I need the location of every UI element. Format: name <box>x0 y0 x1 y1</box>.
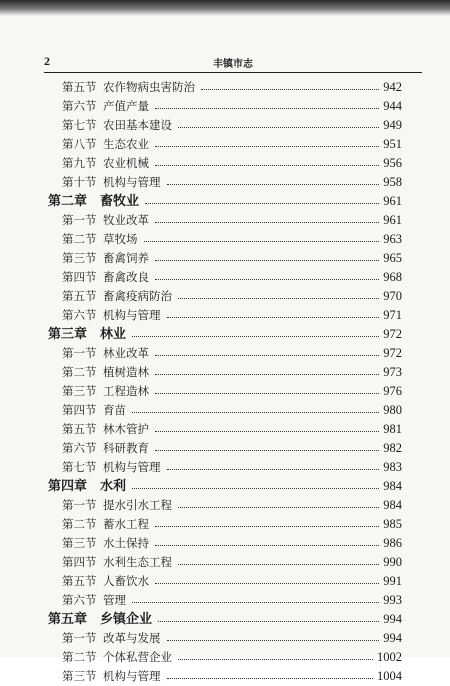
page-ref: 968 <box>383 270 402 284</box>
toc-section-row <box>0 135 450 154</box>
page-ref: 984 <box>383 498 402 512</box>
toc-section-row <box>0 97 450 116</box>
page-ref: 970 <box>383 289 402 303</box>
page-ref: 944 <box>383 99 402 113</box>
section-title: 管理 <box>103 593 126 607</box>
section-title: 林业改革 <box>103 346 149 360</box>
toc-section-row <box>0 287 450 306</box>
dot-leader <box>155 583 379 584</box>
dot-leader <box>178 659 373 660</box>
toc-section-row <box>0 591 450 610</box>
page-ref: 981 <box>383 422 402 436</box>
page-ref: 949 <box>383 118 402 132</box>
toc-section-row <box>0 553 450 572</box>
dot-leader <box>178 564 379 565</box>
section-title: 畜禽疫病防治 <box>103 289 172 303</box>
toc-section-row <box>0 211 450 230</box>
section-title: 育苗 <box>103 403 126 417</box>
table-of-contents <box>0 78 450 686</box>
section-number: 第五节 <box>62 574 97 588</box>
section-title: 个体私营企业 <box>103 650 172 664</box>
dot-leader <box>178 298 379 299</box>
section-number: 第五节 <box>62 289 97 303</box>
toc-section-row <box>0 344 450 363</box>
section-number: 第一节 <box>62 631 97 645</box>
section-title: 机构与管理 <box>103 460 161 474</box>
chapter-number: 第四章 <box>48 479 88 494</box>
section-title: 蓄水工程 <box>103 517 149 531</box>
section-title: 生态农业 <box>103 137 149 151</box>
page-ref: 985 <box>383 517 402 531</box>
section-number: 第二节 <box>62 517 97 531</box>
section-title: 产值产量 <box>103 99 149 113</box>
dot-leader <box>155 279 379 280</box>
dot-leader <box>158 621 379 622</box>
section-title: 提水引水工程 <box>103 498 172 512</box>
section-number: 第八节 <box>62 137 97 151</box>
page-ref: 1004 <box>377 669 402 683</box>
section-title: 畜禽改良 <box>103 270 149 284</box>
page-ref: 994 <box>383 631 402 645</box>
section-number: 第四节 <box>62 270 97 284</box>
page-ref: 971 <box>383 308 402 322</box>
section-number: 第三节 <box>62 669 97 683</box>
page-ref: 986 <box>383 536 402 550</box>
section-title: 农业机械 <box>103 156 149 170</box>
toc-chapter-row <box>0 610 450 629</box>
toc-section-row <box>0 306 450 325</box>
section-title: 畜禽饲养 <box>103 251 149 265</box>
section-number: 第一节 <box>62 213 97 227</box>
chapter-title: 水利 <box>100 479 127 494</box>
section-number: 第三节 <box>62 384 97 398</box>
page-ref: 963 <box>383 232 402 246</box>
toc-section-row <box>0 534 450 553</box>
section-number: 第六节 <box>62 593 97 607</box>
dot-leader <box>201 89 379 90</box>
chapter-number: 第五章 <box>48 612 88 627</box>
section-title: 农作物病虫害防治 <box>103 80 195 94</box>
section-title: 水土保持 <box>103 536 149 550</box>
toc-section-row <box>0 173 450 192</box>
section-title: 林木管护 <box>103 422 149 436</box>
page-ref: 994 <box>383 612 402 626</box>
page-ref: 983 <box>383 460 402 474</box>
section-number: 第七节 <box>62 460 97 474</box>
section-number: 第六节 <box>62 441 97 455</box>
chapter-title: 乡镇企业 <box>100 612 153 627</box>
toc-section-row <box>0 116 450 135</box>
page-ref: 976 <box>383 384 402 398</box>
toc-chapter-row <box>0 192 450 211</box>
section-number: 第十节 <box>62 175 97 189</box>
toc-chapter-row <box>0 325 450 344</box>
dot-leader <box>155 146 379 147</box>
section-title: 人畜饮水 <box>103 574 149 588</box>
dot-leader <box>155 526 379 527</box>
dot-leader <box>167 184 380 185</box>
page-ref: 990 <box>383 555 402 569</box>
section-number: 第一节 <box>62 498 97 512</box>
section-number: 第三节 <box>62 251 97 265</box>
page-ref: 991 <box>383 574 402 588</box>
section-title: 机构与管理 <box>103 308 161 322</box>
dot-leader <box>132 336 379 337</box>
section-title: 农田基本建设 <box>103 118 172 132</box>
dot-leader <box>132 412 379 413</box>
toc-section-row <box>0 249 450 268</box>
dot-leader <box>155 431 379 432</box>
dot-leader <box>155 108 379 109</box>
section-number: 第七节 <box>62 118 97 132</box>
dot-leader <box>155 545 379 546</box>
toc-section-row <box>0 230 450 249</box>
section-title: 机构与管理 <box>103 175 161 189</box>
dot-leader <box>145 203 379 204</box>
page-ref: 973 <box>383 365 402 379</box>
dot-leader <box>155 165 379 166</box>
toc-section-row <box>0 515 450 534</box>
section-title: 水利生态工程 <box>103 555 172 569</box>
toc-section-row <box>0 629 450 648</box>
toc-section-row <box>0 401 450 420</box>
toc-chapter-row <box>0 477 450 496</box>
page-ref: 958 <box>383 175 402 189</box>
section-title: 科研教育 <box>103 441 149 455</box>
page-ref: 956 <box>383 156 402 170</box>
section-number: 第九节 <box>62 156 97 170</box>
dot-leader <box>155 393 379 394</box>
section-title: 改革与发展 <box>103 631 161 645</box>
toc-section-row <box>0 154 450 173</box>
toc-section-row <box>0 458 450 477</box>
section-number: 第五节 <box>62 422 97 436</box>
toc-section-row <box>0 268 450 287</box>
dot-leader <box>167 317 380 318</box>
dot-leader <box>178 507 379 508</box>
toc-section-row <box>0 78 450 97</box>
page-ref: 965 <box>383 251 402 265</box>
section-number: 第四节 <box>62 555 97 569</box>
section-number: 第二节 <box>62 365 97 379</box>
page-ref: 993 <box>383 593 402 607</box>
toc-section-row <box>0 439 450 458</box>
dot-leader <box>155 355 379 356</box>
section-title: 植树造林 <box>103 365 149 379</box>
toc-section-row <box>0 572 450 591</box>
page-number: 2 <box>44 54 50 68</box>
dot-leader <box>132 602 379 603</box>
section-number: 第三节 <box>62 536 97 550</box>
toc-section-row <box>0 420 450 439</box>
section-title: 草牧场 <box>103 232 138 246</box>
section-number: 第二节 <box>62 232 97 246</box>
page-ref: 961 <box>383 213 402 227</box>
page-ref: 972 <box>383 346 402 360</box>
page-ref: 980 <box>383 403 402 417</box>
dot-leader <box>155 222 379 223</box>
dot-leader <box>132 488 379 489</box>
header-rule <box>44 72 422 73</box>
scan-edge-shadow <box>0 0 450 16</box>
section-number: 第五节 <box>62 80 97 94</box>
page-ref: 951 <box>383 137 402 151</box>
chapter-title: 畜牧业 <box>100 194 140 209</box>
section-number: 第四节 <box>62 403 97 417</box>
dot-leader <box>167 469 380 470</box>
page-ref: 961 <box>383 194 402 208</box>
toc-section-row <box>0 648 450 667</box>
section-number: 第六节 <box>62 99 97 113</box>
dot-leader <box>167 678 374 679</box>
running-title: 丰镇市志 <box>213 59 253 70</box>
page-ref: 972 <box>383 327 402 341</box>
section-title: 机构与管理 <box>103 669 161 683</box>
section-title: 工程造林 <box>103 384 149 398</box>
dot-leader <box>178 127 379 128</box>
dot-leader <box>155 260 379 261</box>
page-ref: 982 <box>383 441 402 455</box>
dot-leader <box>155 374 379 375</box>
toc-section-row <box>0 667 450 686</box>
dot-leader <box>144 241 380 242</box>
dot-leader <box>155 450 379 451</box>
section-title: 牧业改革 <box>103 213 149 227</box>
page-ref: 984 <box>383 479 402 493</box>
toc-section-row <box>0 496 450 515</box>
toc-section-row <box>0 382 450 401</box>
page-header <box>44 54 422 70</box>
page-ref: 942 <box>383 80 402 94</box>
section-number: 第二节 <box>62 650 97 664</box>
dot-leader <box>167 640 380 641</box>
section-number: 第六节 <box>62 308 97 322</box>
section-number: 第一节 <box>62 346 97 360</box>
chapter-number: 第三章 <box>48 327 88 342</box>
chapter-title: 林业 <box>100 327 127 342</box>
toc-section-row <box>0 363 450 382</box>
page-ref: 1002 <box>377 650 402 664</box>
chapter-number: 第二章 <box>48 194 88 209</box>
